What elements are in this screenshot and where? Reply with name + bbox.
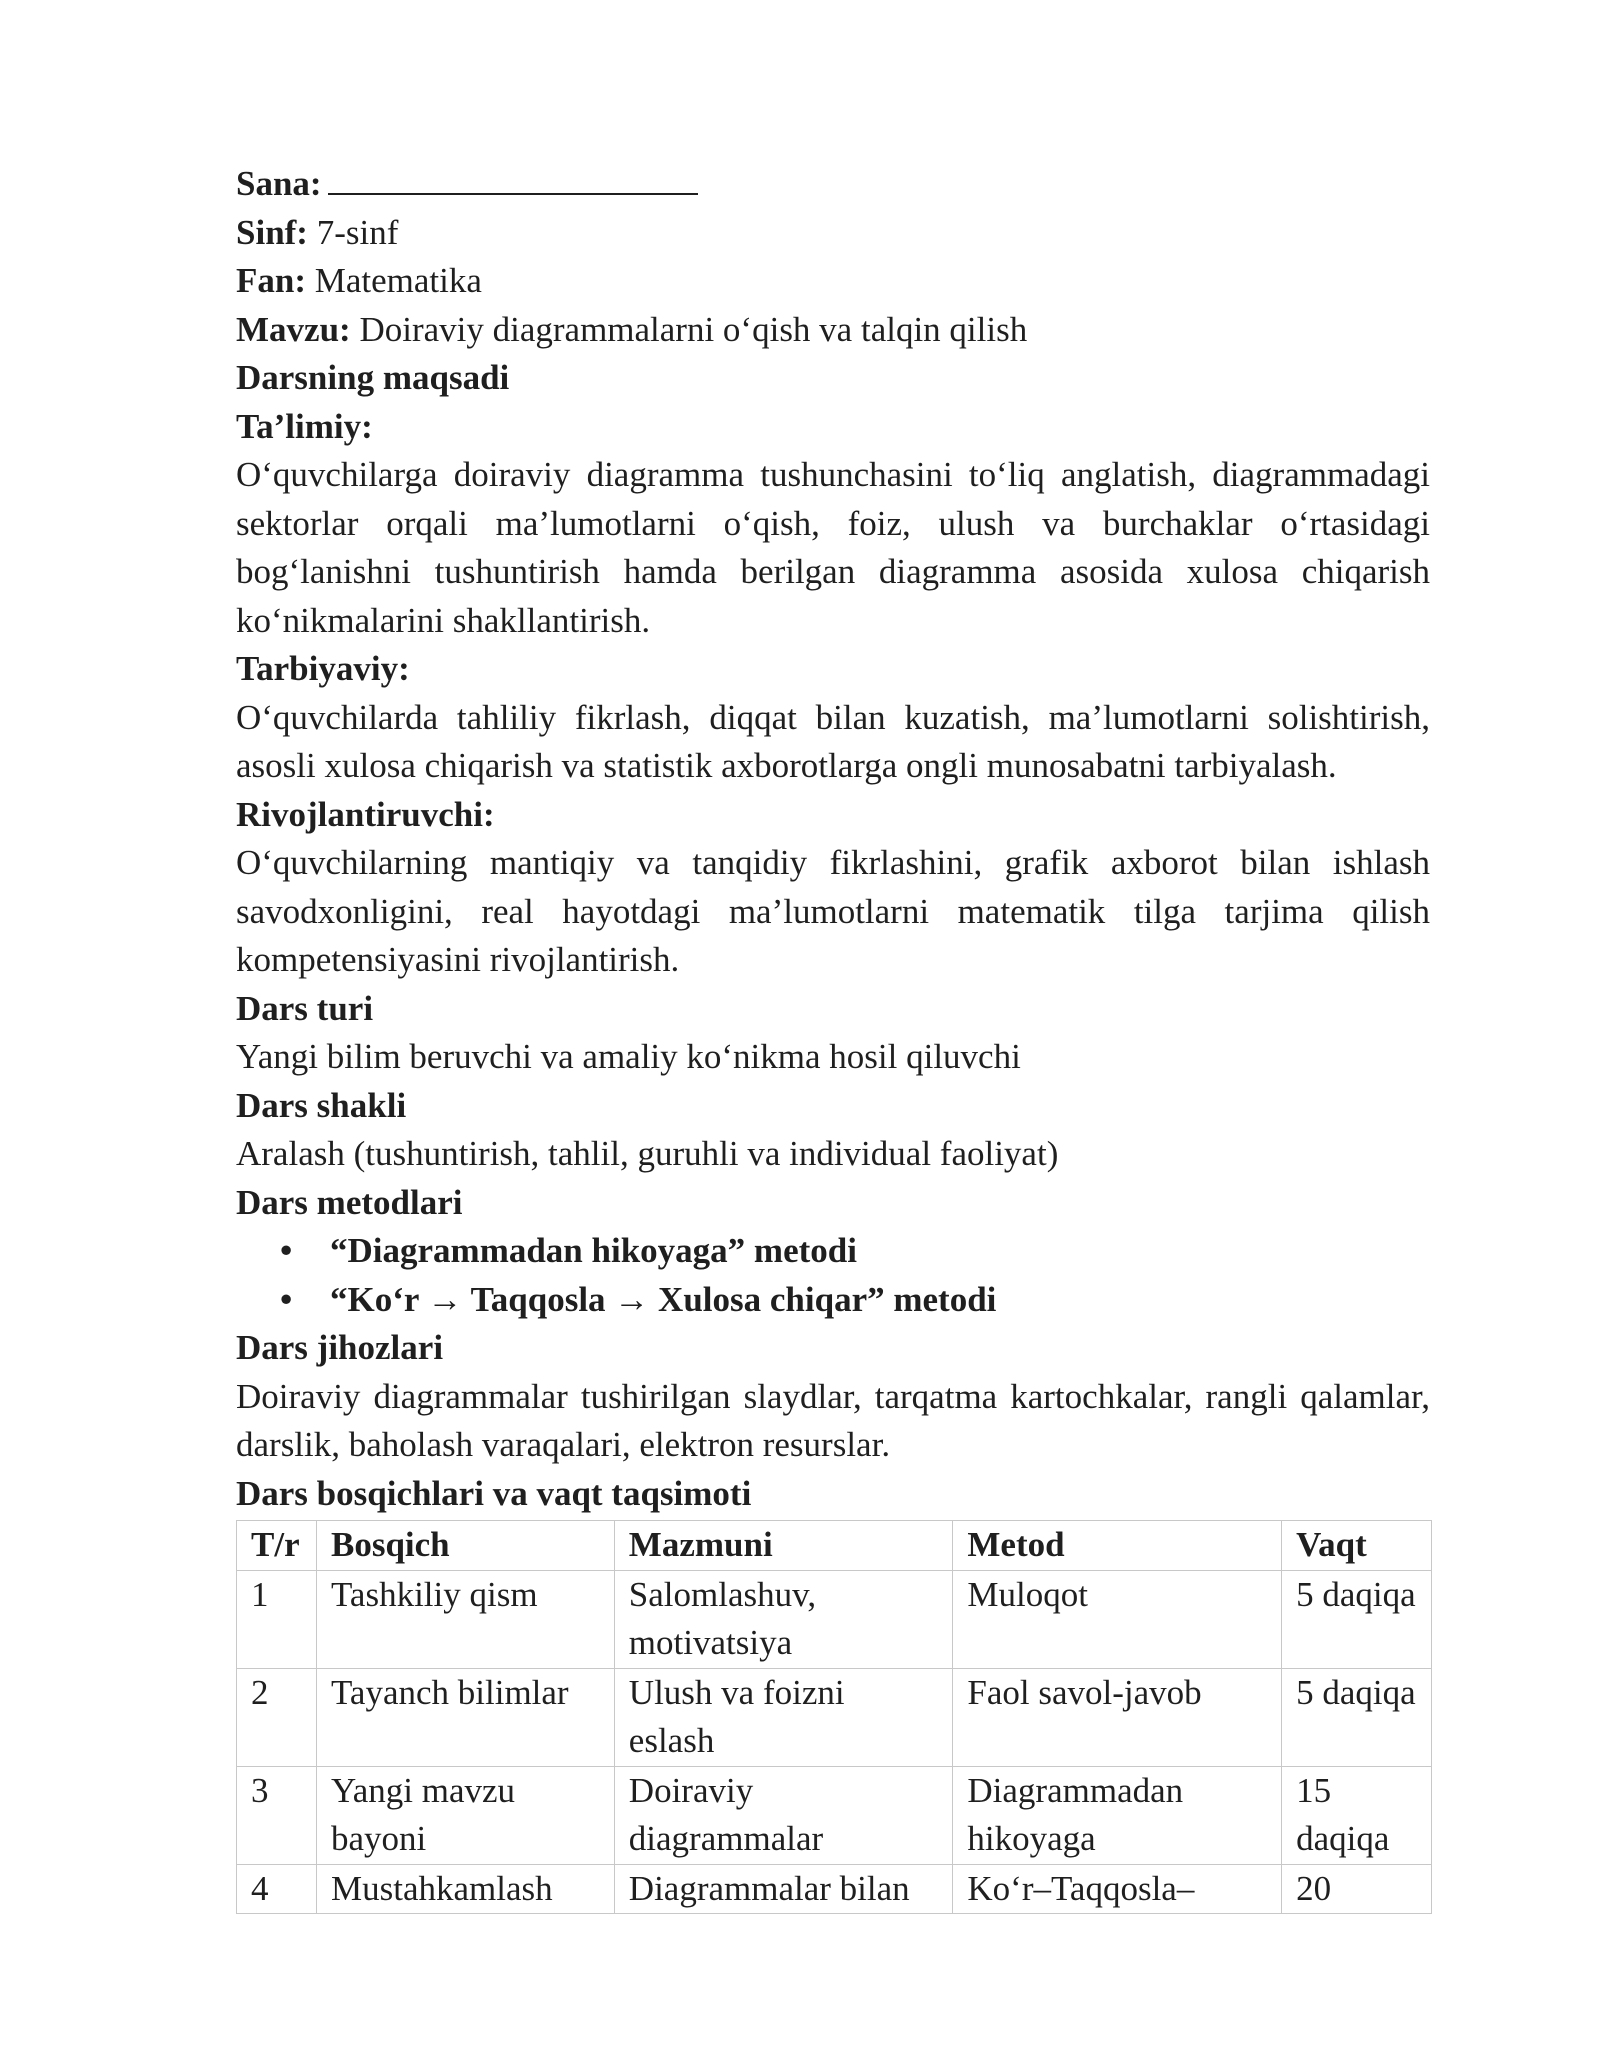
table-cell: Tashkiliy qism — [316, 1570, 614, 1668]
date-line — [236, 160, 1430, 209]
lesson-type-heading: Dars turi — [236, 988, 374, 1028]
lesson-methods-heading: Dars metodlari — [236, 1182, 463, 1222]
column-header: Vaqt — [1282, 1521, 1432, 1571]
table-cell: Ko‘r–Taqqosla– — [953, 1864, 1282, 1914]
table-row — [237, 1668, 1432, 1766]
lesson-plan-page — [236, 160, 1430, 1914]
date-blank-field[interactable] — [328, 161, 698, 195]
table-cell: 5 daqiqa — [1282, 1570, 1432, 1668]
upbringing-goal-text: O‘quvchilarda tahliliy fikrlash, diqqat bilan kuzatish, ma’lumotlarni solishtirish, asosli xulosa chiqarish va statistik axborotlarga ongli munosabatni tarbiyalash. — [236, 697, 1430, 785]
table-cell: 3 — [237, 1766, 317, 1864]
stages-table — [236, 1520, 1432, 1914]
table-cell: 20 — [1282, 1864, 1432, 1914]
column-header: Bosqich — [316, 1521, 614, 1571]
table-cell: 1 — [237, 1570, 317, 1668]
table-cell: Faol savol-javob — [953, 1668, 1282, 1766]
subject-value: Matematika — [314, 261, 482, 300]
list-item: • “Diagrammadan hikoyaga” metodi — [236, 1227, 1430, 1276]
table-cell: Salomlashuv, motivatsiya — [614, 1570, 953, 1668]
subject-label: Fan: — [236, 261, 306, 300]
table-cell: Mustahkamlash — [316, 1864, 614, 1914]
table-cell: Muloqot — [953, 1570, 1282, 1668]
goals-heading: Darsning maqsadi — [236, 358, 510, 397]
developmental-goal-text: O‘quvchilarning mantiqiy va tanqidiy fikrlashini, grafik axborot bilan ishlash savodxonligini, real hayotdagi ma’lumotlarni matematik tilga tarjima qilish kompetensiyasini rivojlantirish. — [236, 843, 1430, 979]
lesson-form-heading: Dars shakli — [236, 1085, 407, 1125]
list-item: • “Ko‘r → Taqqosla → Xulosa chiqar” metodi — [236, 1276, 1430, 1325]
column-header: Metod — [953, 1521, 1282, 1571]
table-cell: 4 — [237, 1864, 317, 1914]
table-cell: Diagrammadan hikoyaga — [953, 1766, 1282, 1864]
topic-line — [236, 306, 1430, 355]
developmental-goal-label: Rivojlantiruvchi: — [236, 794, 495, 834]
table-row — [237, 1864, 1432, 1914]
lesson-form-text: Aralash (tushuntirish, tahlil, guruhli va individual faoliyat) — [236, 1134, 1059, 1173]
table-row — [237, 1766, 1432, 1864]
equipment-text: Doiraviy diagrammalar tushirilgan slaydlar, tarqatma kartochkalar, rangli qalamlar, darslik, baholash varaqalari, elektron resurslar. — [236, 1376, 1430, 1464]
equipment-heading: Dars jihozlari — [236, 1328, 444, 1367]
table-cell: Diagrammalar bilan — [614, 1864, 953, 1914]
table-cell: 2 — [237, 1668, 317, 1766]
table-cell: Tayanch bilimlar — [316, 1668, 614, 1766]
bullet-icon: • — [280, 1231, 293, 1270]
upbringing-goal-label: Tarbiyaviy: — [236, 649, 410, 688]
table-cell: 5 daqiqa — [1282, 1668, 1432, 1766]
stages-table-heading: Dars bosqichlari va vaqt taqsimoti — [236, 1473, 752, 1513]
table-cell: Ulush va foizni eslash — [614, 1668, 953, 1766]
class-value: 7-sinf — [316, 212, 399, 252]
educational-goal-text: O‘quvchilarga doiraviy diagramma tushunchasini to‘liq anglatish, diagrammadagi sektorlar orqali ma’lumotlarni o‘qish, foiz, ulush va burchaklar o‘rtasidagi bog‘lanishni tushuntirish hamda berilgan diagramma asosida xulosa chiqarish ko‘nikmalarini shakllantirish. — [236, 455, 1430, 640]
date-label: Sana: — [236, 164, 322, 203]
column-header: Mazmuni — [614, 1521, 953, 1571]
topic-label: Mavzu: — [236, 309, 351, 349]
table-cell: Yangi mavzu bayoni — [316, 1766, 614, 1864]
table-cell: Doiraviy diagrammalar — [614, 1766, 953, 1864]
topic-value: Doiraviy diagrammalarni o‘qish va talqin qilish — [359, 309, 1028, 349]
table-cell: 15 daqiqa — [1282, 1766, 1432, 1864]
column-header: T/r — [237, 1521, 317, 1571]
methods-list — [236, 1227, 1430, 1324]
lesson-type-text: Yangi bilim beruvchi va amaliy ko‘nikma hosil qiluvchi — [236, 1037, 1021, 1076]
educational-goal-label: Ta’limiy: — [236, 406, 373, 446]
table-row — [237, 1570, 1432, 1668]
table-header-row — [237, 1521, 1432, 1571]
class-label: Sinf: — [236, 212, 308, 252]
bullet-icon: • — [280, 1279, 293, 1319]
class-line — [236, 209, 1430, 258]
subject-line — [236, 257, 1430, 306]
